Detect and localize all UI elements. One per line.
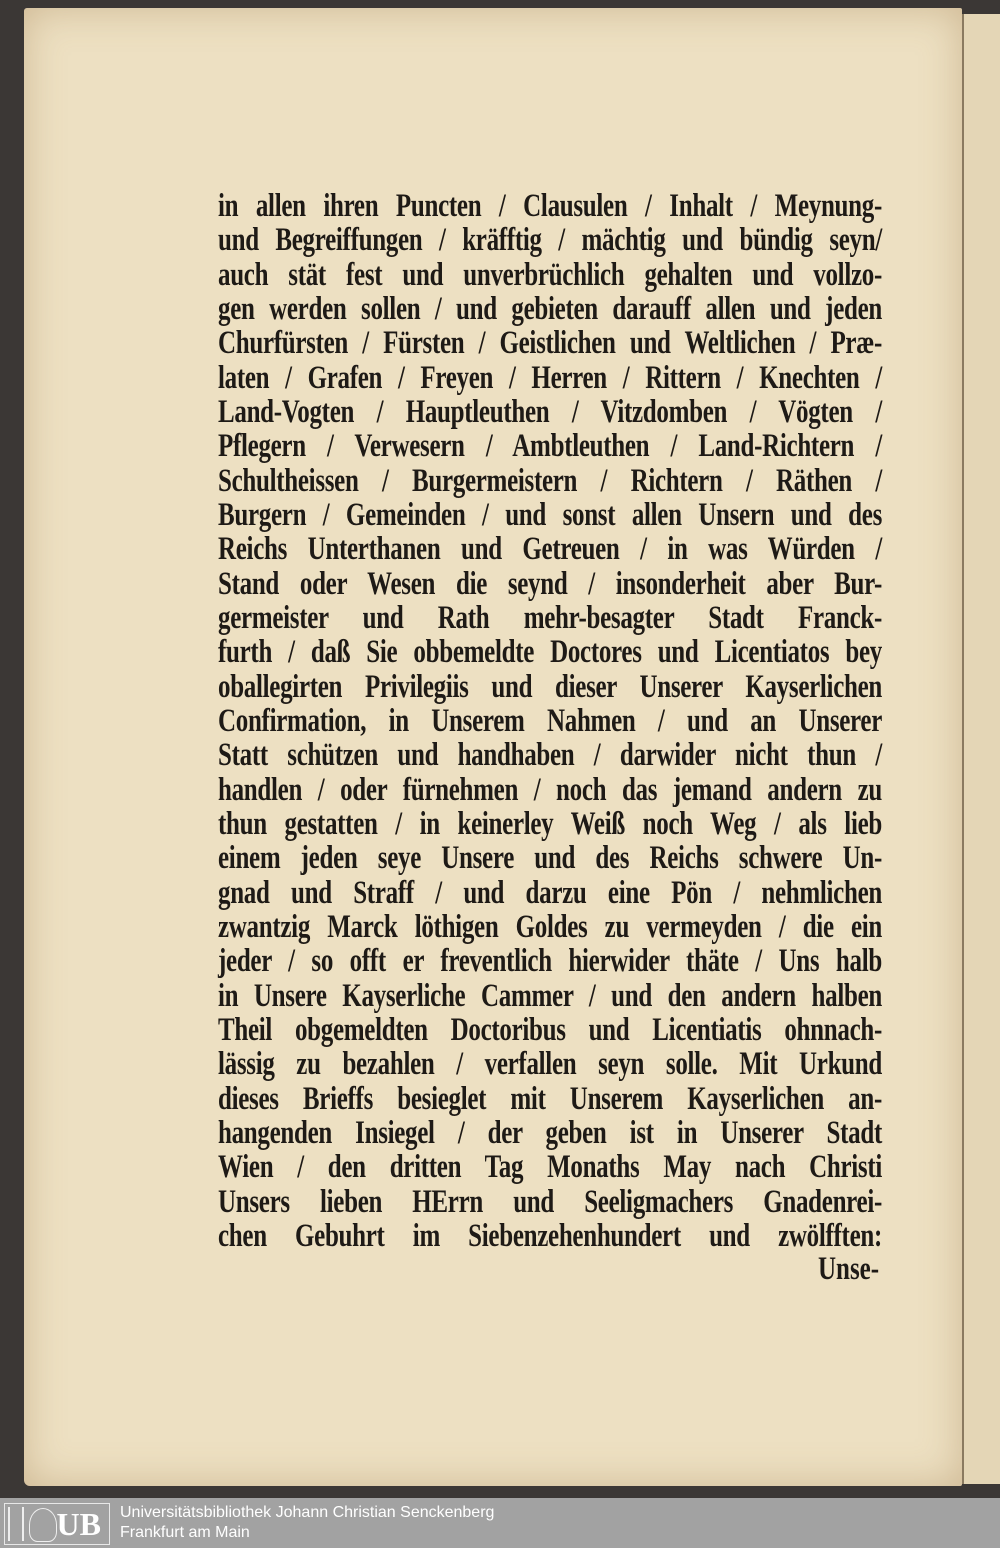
text-line: Stand oder Wesen die seynd / insonderheit aber Bur- — [218, 566, 882, 602]
text-line: einem jeden seye Unsere und des Reichs schwere Un- — [218, 840, 882, 877]
text-line: lässig zu bezahlen / verfallen seyn solle. Mit Urkund — [218, 1046, 882, 1083]
ub-logo — [4, 1503, 110, 1545]
logo-text: UB — [56, 1506, 101, 1542]
next-page-edge — [962, 14, 1000, 1484]
text-line: hangenden Insiegel / der geben ist in Unserer Stadt — [218, 1115, 882, 1151]
library-name: Universitätsbibliothek Johann Christian Senckenberg — [120, 1504, 495, 1521]
text-line: oballegirten Privilegiis und dieser Unserer Kayserlichen — [218, 669, 882, 705]
text-line: Schultheissen / Burgermeistern / Richtern / Räthen / — [218, 463, 882, 499]
text-line: gen werden sollen / und gebieten darauff allen und jeden — [218, 291, 882, 327]
text-line: in Unsere Kayserliche Cammer / und den andern halben — [218, 978, 882, 1014]
text-line: Reichs Unterthanen und Getreuen / in was Würden / — [218, 532, 882, 568]
text-line: gnad und Straff / und darzu eine Pön / nehmlichen — [218, 875, 882, 911]
text-line: in allen ihren Puncten / Clausulen / Inhalt / Meynung- — [218, 188, 882, 224]
text-line: Theil obgemeldten Doctoribus und Licentiatis ohnnach- — [218, 1012, 882, 1048]
text-line: laten / Grafen / Freyen / Herren / Rittern / Knechten / — [218, 360, 882, 396]
text-line: Confirmation, in Unserem Nahmen / und an Unserer — [218, 703, 882, 739]
text-line: auch stät fest und unverbrüchlich gehalten und vollzo- — [218, 257, 882, 293]
text-line: Statt schützen und handhaben / darwider nicht thun / — [218, 738, 882, 774]
text-line: handlen / oder fürnehmen / noch das jemand andern zu — [218, 772, 882, 808]
logo-bars-icon — [8, 1507, 24, 1541]
text-line: Wien / den dritten Tag Monaths May nach Christi — [218, 1149, 882, 1186]
text-line: Burgern / Gemeinden / und sonst allen Unsern und des — [218, 497, 882, 533]
text-line: chen Gebuhrt im Siebenzehenhundert und zwölfften: — [218, 1218, 882, 1254]
text-line: zwantzig Marck löthigen Goldes zu vermeyden / die ein — [218, 909, 882, 945]
text-line: furth / daß Sie obbemeldte Doctores und Licentiatos bey — [218, 635, 882, 671]
library-city: Frankfurt am Main — [120, 1524, 250, 1541]
text-line: germeister und Rath mehr-besagter Stadt Franck- — [218, 600, 882, 636]
text-line: jeder / so offt er freventlich hierwider thäte / Uns halb — [218, 943, 882, 980]
body-text — [218, 190, 882, 1254]
text-line: thun gestatten / in keinerley Weiß noch Weg / als lieb — [218, 806, 882, 842]
text-line: Unsers lieben HErrn und Seeligmachers Gnadenrei- — [218, 1184, 882, 1220]
text-line: Churfürsten / Fürsten / Geistlichen und Weltlichen / Præ- — [218, 326, 882, 362]
library-footer — [0, 1498, 1000, 1548]
text-line: Land-Vogten / Hauptleuthen / Vitzdomben / Vögten / — [218, 394, 882, 430]
text-line: und Begreiffungen / kräfftig / mächtig und bündig seyn/ — [218, 223, 882, 259]
text-line: Pflegern / Verwesern / Ambtleuthen / Land-Richtern / — [218, 429, 882, 465]
portrait-icon — [29, 1508, 57, 1542]
text-line: dieses Brieffs besieglet mit Unserem Kayserlichen an- — [218, 1081, 882, 1117]
catchword: Unse- — [818, 1251, 880, 1287]
